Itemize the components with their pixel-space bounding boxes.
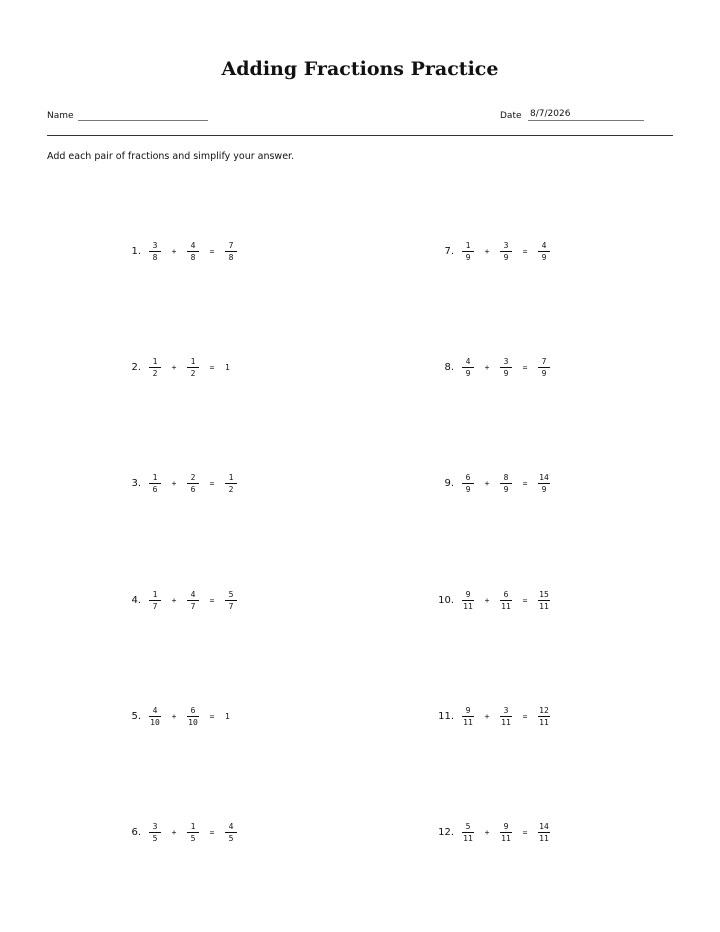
plus-sign: + (484, 827, 490, 837)
answer-fraction-denominator: 9 (541, 368, 547, 378)
second-fraction (187, 590, 199, 611)
problem-number: 10. (438, 594, 454, 606)
equals-sign: = (522, 827, 528, 837)
answer-fraction-numerator: 4 (538, 241, 550, 252)
second-fraction-denominator: 8 (190, 252, 196, 262)
first-fraction-denominator: 10 (150, 717, 160, 727)
problem-10 (430, 585, 552, 615)
second-fraction-numerator: 1 (187, 357, 199, 368)
equals-sign: = (209, 362, 215, 372)
second-fraction-numerator: 3 (500, 357, 512, 368)
second-fraction-denominator: 9 (503, 484, 509, 494)
second-fraction-denominator: 11 (501, 717, 511, 727)
problem-number: 7. (444, 245, 454, 257)
problem-9 (430, 468, 552, 498)
date-field[interactable]: 8/7/2026 (528, 109, 644, 121)
answer-fraction-denominator: 11 (539, 833, 549, 843)
second-fraction (500, 822, 512, 843)
first-fraction (149, 822, 161, 843)
instructions: Add each pair of fractions and simplify your answer. (47, 151, 295, 162)
answer-fraction[interactable] (538, 473, 550, 494)
equals-sign: = (522, 711, 528, 721)
answer-fraction-numerator: 12 (539, 705, 549, 715)
second-fraction (187, 706, 199, 727)
problem-number: 6. (131, 826, 141, 838)
plus-sign: + (171, 595, 177, 605)
plus-sign: + (171, 711, 177, 721)
first-fraction-numerator: 1 (149, 590, 161, 601)
header-divider (47, 135, 673, 136)
second-fraction-numerator: 6 (500, 590, 512, 601)
first-fraction (462, 473, 474, 494)
first-fraction-denominator: 5 (152, 833, 158, 843)
plus-sign: + (171, 827, 177, 837)
first-fraction (149, 241, 161, 262)
plus-sign: + (484, 595, 490, 605)
plus-sign: + (484, 478, 490, 488)
answer-fraction-denominator: 8 (228, 252, 234, 262)
first-fraction-denominator: 9 (465, 252, 471, 262)
first-fraction (462, 357, 474, 378)
problem-number: 2. (131, 361, 141, 373)
second-fraction (500, 706, 512, 727)
problem-number: 3. (131, 477, 141, 489)
second-fraction (500, 357, 512, 378)
second-fraction (187, 357, 199, 378)
plus-sign: + (171, 362, 177, 372)
plus-sign: + (171, 478, 177, 488)
answer-whole-number[interactable]: 1 (225, 362, 230, 372)
first-fraction-denominator: 7 (152, 601, 158, 611)
first-fraction-numerator: 3 (149, 241, 161, 252)
first-fraction (149, 357, 161, 378)
first-fraction (149, 590, 161, 611)
answer-fraction[interactable] (225, 822, 237, 843)
date-label: Date (500, 111, 522, 121)
equals-sign: = (209, 478, 215, 488)
equals-sign: = (209, 595, 215, 605)
page-title: Adding Fractions Practice (221, 58, 499, 80)
answer-fraction[interactable] (538, 822, 550, 843)
answer-fraction-numerator: 5 (225, 590, 237, 601)
first-fraction (149, 706, 161, 727)
first-fraction (462, 241, 474, 262)
problem-6 (117, 817, 239, 847)
second-fraction-numerator: 6 (187, 706, 199, 717)
first-fraction-denominator: 9 (465, 368, 471, 378)
name-label: Name (47, 111, 74, 121)
second-fraction (500, 241, 512, 262)
answer-fraction-numerator: 7 (538, 357, 550, 368)
name-field[interactable] (78, 120, 208, 121)
answer-fraction-denominator: 9 (541, 484, 547, 494)
first-fraction-denominator: 11 (463, 601, 473, 611)
first-fraction-numerator: 5 (462, 822, 474, 833)
answer-fraction[interactable] (225, 590, 237, 611)
second-fraction (500, 590, 512, 611)
first-fraction-numerator: 4 (149, 706, 161, 717)
second-fraction-denominator: 9 (503, 252, 509, 262)
second-fraction-denominator: 5 (190, 833, 196, 843)
equals-sign: = (522, 362, 528, 372)
second-fraction-denominator: 2 (190, 368, 196, 378)
answer-whole-number[interactable]: 1 (225, 711, 230, 721)
second-fraction-denominator: 6 (190, 484, 196, 494)
problem-1 (117, 236, 239, 266)
equals-sign: = (522, 478, 528, 488)
second-fraction-numerator: 3 (500, 706, 512, 717)
answer-fraction-denominator: 2 (228, 484, 234, 494)
problem-8 (430, 352, 552, 382)
first-fraction (462, 822, 474, 843)
problem-12 (430, 817, 552, 847)
problem-number: 5. (131, 710, 141, 722)
first-fraction-numerator: 9 (462, 590, 474, 601)
first-fraction-denominator: 8 (152, 252, 158, 262)
answer-fraction-denominator: 11 (539, 717, 549, 727)
answer-fraction-denominator: 7 (228, 601, 234, 611)
answer-fraction-numerator: 14 (539, 821, 549, 831)
answer-fraction[interactable] (538, 590, 550, 611)
first-fraction-numerator: 4 (462, 357, 474, 368)
second-fraction-denominator: 10 (188, 717, 198, 727)
problem-number: 9. (444, 477, 454, 489)
first-fraction-denominator: 11 (463, 717, 473, 727)
plus-sign: + (171, 246, 177, 256)
second-fraction-numerator: 9 (500, 822, 512, 833)
second-fraction (500, 473, 512, 494)
problem-number: 4. (131, 594, 141, 606)
problem-number: 8. (444, 361, 454, 373)
second-fraction-denominator: 7 (190, 601, 196, 611)
first-fraction-denominator: 9 (465, 484, 471, 494)
equals-sign: = (522, 595, 528, 605)
first-fraction (462, 706, 474, 727)
answer-fraction[interactable] (225, 473, 237, 494)
answer-fraction-numerator: 1 (225, 473, 237, 484)
problem-11 (430, 701, 552, 731)
answer-fraction-numerator: 14 (539, 472, 549, 482)
second-fraction (187, 241, 199, 262)
second-fraction (187, 473, 199, 494)
first-fraction (462, 590, 474, 611)
problem-number: 12. (438, 826, 454, 838)
first-fraction-denominator: 2 (152, 368, 158, 378)
second-fraction-numerator: 3 (500, 241, 512, 252)
first-fraction-numerator: 1 (149, 473, 161, 484)
second-fraction-denominator: 9 (503, 368, 509, 378)
problem-3 (117, 468, 239, 498)
first-fraction-numerator: 6 (462, 473, 474, 484)
answer-fraction-numerator: 7 (225, 241, 237, 252)
first-fraction-numerator: 1 (462, 241, 474, 252)
answer-fraction-denominator: 5 (228, 833, 234, 843)
plus-sign: + (484, 362, 490, 372)
problem-2 (117, 352, 239, 382)
problem-number: 11. (438, 710, 454, 722)
first-fraction-numerator: 3 (149, 822, 161, 833)
problem-number: 1. (131, 245, 141, 257)
equals-sign: = (209, 711, 215, 721)
second-fraction-numerator: 1 (187, 822, 199, 833)
equals-sign: = (522, 246, 528, 256)
second-fraction-denominator: 11 (501, 833, 511, 843)
equals-sign: = (209, 246, 215, 256)
first-fraction-numerator: 1 (149, 357, 161, 368)
answer-fraction-denominator: 9 (541, 252, 547, 262)
problem-5 (117, 701, 239, 731)
problem-7 (430, 236, 552, 266)
answer-fraction[interactable] (538, 357, 550, 378)
equals-sign: = (209, 827, 215, 837)
second-fraction-numerator: 2 (187, 473, 199, 484)
second-fraction (187, 822, 199, 843)
answer-fraction[interactable] (225, 241, 237, 262)
second-fraction-numerator: 4 (187, 241, 199, 252)
first-fraction-numerator: 9 (462, 706, 474, 717)
problem-4 (117, 585, 239, 615)
first-fraction (149, 473, 161, 494)
answer-fraction-numerator: 15 (539, 589, 549, 599)
answer-fraction-denominator: 11 (539, 601, 549, 611)
second-fraction-numerator: 8 (500, 473, 512, 484)
plus-sign: + (484, 246, 490, 256)
answer-fraction-numerator: 4 (225, 822, 237, 833)
second-fraction-numerator: 4 (187, 590, 199, 601)
plus-sign: + (484, 711, 490, 721)
answer-fraction[interactable] (538, 241, 550, 262)
name-date-row (47, 110, 673, 126)
second-fraction-denominator: 11 (501, 601, 511, 611)
answer-fraction[interactable] (538, 706, 550, 727)
first-fraction-denominator: 11 (463, 833, 473, 843)
first-fraction-denominator: 6 (152, 484, 158, 494)
